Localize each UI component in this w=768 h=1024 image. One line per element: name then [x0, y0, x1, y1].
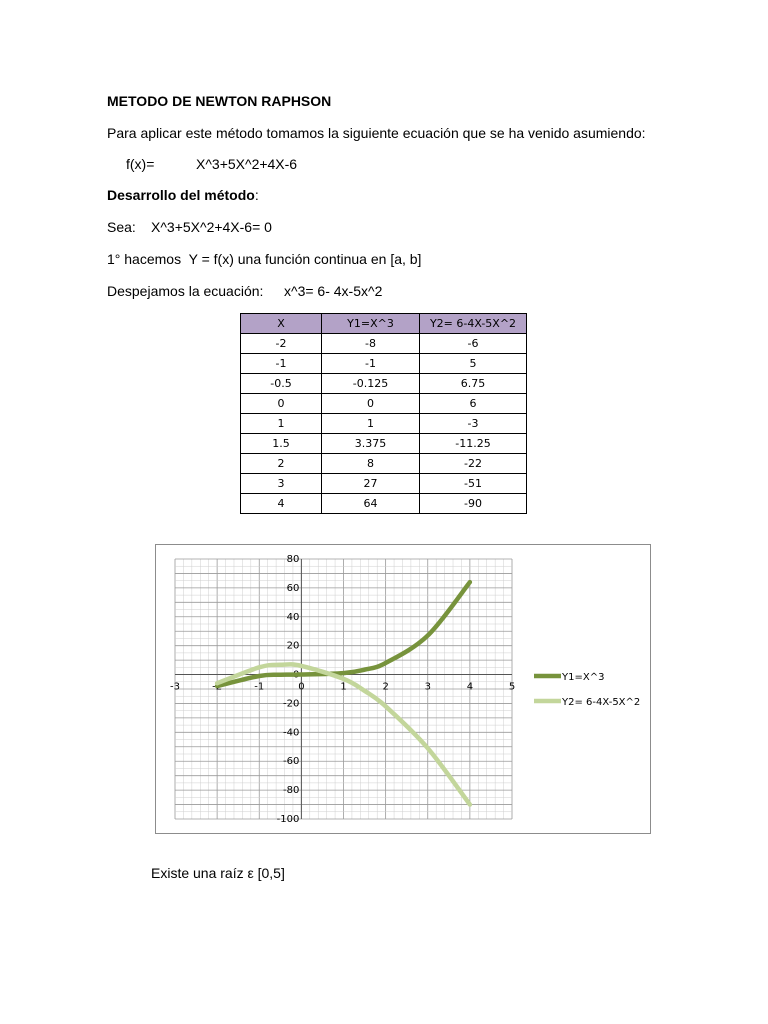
x-tick-label: 4	[466, 681, 474, 693]
y-tick-label: 20	[286, 640, 300, 652]
table-cell: -11.25	[420, 434, 527, 454]
function-expression: X^3+5X^2+4X-6	[196, 156, 298, 172]
x-tick-label: 1	[340, 681, 347, 693]
table-cell: 1.5	[241, 434, 322, 454]
x-tick-label: -3	[170, 681, 180, 693]
table-cell: 3.375	[322, 434, 420, 454]
development-heading-colon: :	[254, 187, 259, 203]
table-header-row	[241, 314, 527, 334]
table-row	[241, 454, 527, 474]
table-cell: 8	[322, 454, 420, 474]
step-one: 1° hacemos Y = f(x) una función continua en [a, b]	[107, 251, 422, 267]
table-cell: -8	[322, 334, 420, 354]
table-cell: -0.5	[241, 374, 322, 394]
despejamos-equation: x^3= 6- 4x-5x^2	[284, 283, 383, 299]
table-cell: -1	[241, 354, 322, 374]
chart-tick-labels	[170, 554, 515, 825]
y-tick-label: -80	[283, 785, 300, 797]
table-header-cell: Y2= 6-4X-5X^2	[420, 314, 527, 334]
table-cell: -3	[420, 414, 527, 434]
table-row	[241, 414, 527, 434]
table-cell: 6	[420, 394, 527, 414]
table-cell: -2	[241, 334, 322, 354]
y-tick-label: -40	[283, 727, 300, 739]
development-heading	[107, 187, 259, 203]
table-cell: 64	[322, 494, 420, 514]
table-cell: 4	[241, 494, 322, 514]
conclusion-text: Existe una raíz ε [0,5]	[151, 865, 285, 881]
y-tick-label: 40	[286, 611, 300, 623]
y-tick-label: -20	[283, 698, 300, 710]
table-cell: 1	[322, 414, 420, 434]
table-cell: 6.75	[420, 374, 527, 394]
table-cell: 0	[241, 394, 322, 414]
table-cell: 5	[420, 354, 527, 374]
table-cell: -90	[420, 494, 527, 514]
y-tick-label: 80	[286, 554, 300, 565]
legend-label: Y2= 6-4X-5X^2	[562, 697, 641, 708]
despejamos-label: Despejamos la ecuación:	[107, 283, 264, 299]
table-cell: -51	[420, 474, 527, 494]
table-cell: 1	[241, 414, 322, 434]
x-tick-label: -1	[254, 681, 265, 693]
line-chart	[156, 545, 650, 833]
table-cell: -1	[322, 354, 420, 374]
table-row	[241, 334, 527, 354]
chart-legend	[534, 672, 640, 708]
table-row	[241, 394, 527, 414]
table-cell: 27	[322, 474, 420, 494]
chart-frame	[155, 544, 651, 834]
x-tick-label: 5	[508, 681, 516, 693]
x-tick-label: 2	[382, 681, 389, 693]
y-tick-label: -60	[283, 756, 300, 768]
table-cell: 3	[241, 474, 322, 494]
table-cell: -6	[420, 334, 527, 354]
table-header-cell: X	[241, 314, 322, 334]
legend-label: Y1=X^3	[562, 672, 605, 683]
development-heading-text: Desarrollo del método	[107, 187, 255, 203]
x-tick-label: 0	[298, 681, 305, 693]
intro-paragraph: Para aplicar este método tomamos la siguiente ecuación que se ha venido asumiendo:	[107, 125, 646, 141]
function-label: f(x)=	[126, 156, 155, 172]
values-table	[240, 313, 527, 514]
table-row	[241, 354, 527, 374]
sea-label: Sea:	[107, 219, 136, 235]
page-title: METODO DE NEWTON RAPHSON	[107, 93, 332, 109]
table-row	[241, 474, 527, 494]
y-tick-label: -100	[276, 814, 300, 825]
table-cell: 2	[241, 454, 322, 474]
sea-equation: X^3+5X^2+4X-6= 0	[151, 219, 272, 235]
table-header-cell: Y1=X^3	[322, 314, 420, 334]
table-cell: -0.125	[322, 374, 420, 394]
table-row	[241, 494, 527, 514]
table-row	[241, 434, 527, 454]
table-cell: 0	[322, 394, 420, 414]
table-cell: -22	[420, 454, 527, 474]
table-row	[241, 374, 527, 394]
y-tick-label: 60	[286, 582, 300, 594]
x-tick-label: -2	[212, 681, 223, 693]
y-tick-label: 0	[293, 669, 300, 681]
x-tick-label: 3	[424, 681, 431, 693]
